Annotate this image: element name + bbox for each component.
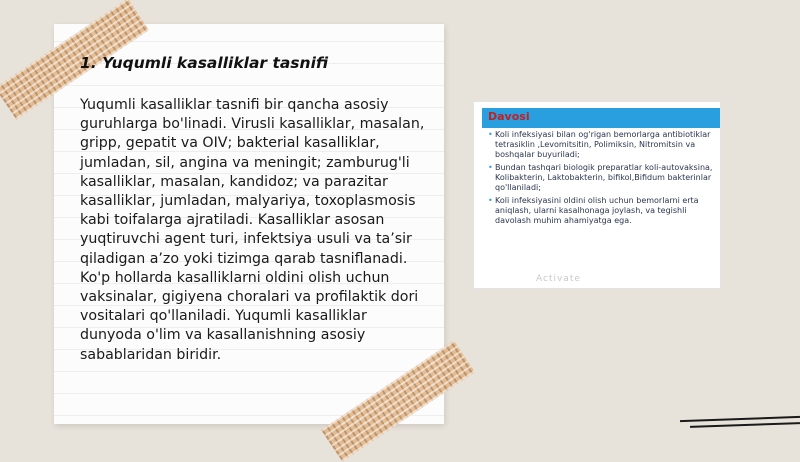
decorative-line — [680, 416, 800, 422]
slide-title: Davosi — [488, 110, 530, 123]
page-title: 1. Yuqumli kasalliklar tasnifi — [80, 54, 329, 72]
bullet-icon: • — [488, 130, 493, 139]
bullet-icon: • — [488, 196, 493, 205]
list-item — [488, 163, 714, 193]
slide-item-text: Bundan tashqari biologik preparatlar koli-autovaksina, Kolibakterin, Laktobakterin, bifikol,Bifidum bakterinlar qo'llaniladi; — [495, 163, 713, 192]
slide-bullet-list — [488, 130, 714, 229]
slide-image — [473, 101, 721, 289]
body-paragraph: Yuqumli kasalliklar tasnifi bir qancha asosiy guruhlarga bo'linadi. Virusli kasalliklar, masalan, gripp, gepatit va OIV; bakterial kasalliklar, jumladan, sil, angina va meningit; zamburug'li kasalliklar, masalan, kandidoz; va parazitar kasalliklar, jumladan, malyariya, toxoplasmosis kabi toifalarga ajratiladi. Kasalliklar asosan yuqtiruvchi agent turi, infektsiya usuli va ta’sir qiladigan a’zo yoki tizimga qarab tasniflanadi. Ko'p hollarda kasalliklarni oldini olish uchun vaksinalar, gigiyena choralari va profilaktik dori vositalari qo'llaniladi. Yuqumli kasalliklar dunyoda o'lim va kasallanishning asosiy sabablaridan biridir. — [80, 97, 425, 363]
slide-footer-watermark: Activate — [536, 274, 581, 284]
slide-item-text: Koli infeksiyasi bilan og'rigan bemorlarga antibiotiklar tetrasiklin ,Levomitsitin, Polimiksin, Nitromitsin va boshqalar buyuriladi; — [495, 130, 711, 159]
decorative-line — [690, 422, 800, 428]
list-item — [488, 196, 714, 226]
list-item — [488, 130, 714, 160]
bullet-icon: • — [488, 163, 493, 172]
slide-item-text: Koli infeksiyasini oldini olish uchun bemorlarni erta aniqlash, ularni kasalhonaga joylash, va tegishli davolash muhim ahamiyatga ega. — [495, 196, 699, 225]
